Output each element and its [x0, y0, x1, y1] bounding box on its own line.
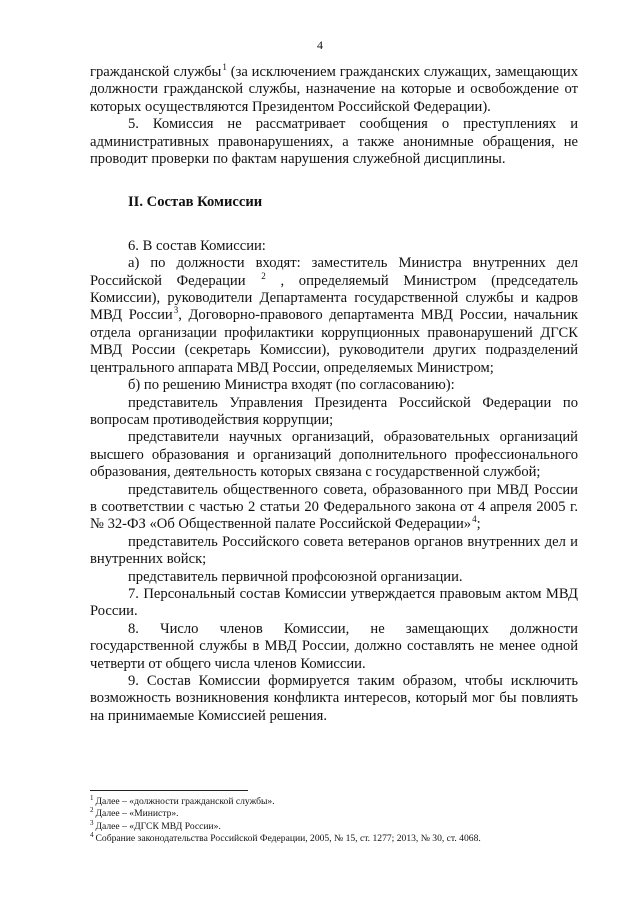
- footnote-ref-3: 3: [173, 305, 179, 316]
- footnote-divider: [90, 790, 248, 791]
- document-body: [90, 64, 578, 725]
- paragraph-4-continuation: [90, 64, 578, 116]
- footnote-text: Далее – «должности гражданской службы».: [95, 796, 275, 807]
- footnote-number: 2: [90, 806, 94, 815]
- paragraph-text: гражданской службы: [90, 64, 222, 80]
- paragraph-text: ;: [476, 516, 481, 533]
- footnote-item: [90, 808, 590, 820]
- paragraph-8: 8. Число членов Комиссии, не замещающих должности государственной службы в МВД России, должно составлять не менее одной четверти от общего числа членов Комиссии.: [90, 620, 578, 672]
- footnote-ref-1: 1: [222, 62, 227, 72]
- paragraph-6b-item-1: представитель Управления Президента Российской Федерации по вопросам противодействия коррупции;: [90, 394, 578, 428]
- paragraph-text: , определяемый Министром (председатель Комиссии), руководители Департамента государственной службы и кадров МВД России: [90, 272, 579, 324]
- footnote-ref-4: 4: [472, 514, 477, 525]
- paragraph-6b-item-3: [90, 482, 578, 534]
- paragraph-6b-item-4: представитель Российского совета ветеранов органов внутренних дел и внутренних войск;: [90, 533, 578, 568]
- page-number: 4: [317, 38, 323, 52]
- footnote-number: 1: [90, 794, 94, 802]
- footnote-item: [90, 818, 590, 833]
- footnote-text: Далее – «Министр».: [95, 808, 179, 820]
- paragraph-6a: [90, 255, 578, 377]
- paragraph-text: , Договорно-правового департамента МВД России, начальник отдела организации профилактики коррупционных правонарушений ДГСК МВД России (секретарь Комиссии), руководители других подразделений центрального аппарата МВД России, определяемых Министром;: [90, 307, 578, 376]
- footnote-text: Далее – «ДГСК МВД России».: [95, 820, 221, 832]
- paragraph-6b: б) по решению Министра входят (по согласованию):: [128, 377, 455, 394]
- footnote-item: [90, 796, 590, 808]
- paragraph-6: 6. В состав Комиссии:: [128, 237, 266, 254]
- footnote-item: [90, 833, 590, 845]
- section-heading: II. Состав Комиссии: [128, 194, 263, 211]
- footnote-number: 4: [90, 831, 94, 840]
- paragraph-text: (за исключением гражданских служащих, замещающих должности гражданской службы, назначение на которые и освобождение от которых осуществляются Президентом Российской Федерации).: [90, 64, 578, 115]
- footnote-number: 3: [90, 818, 94, 827]
- footnote-ref-2: 2: [261, 270, 266, 281]
- paragraph-6b-item-2: представители научных организаций, образовательных организаций высшего образования и организаций дополнительного профессионального образования, деятельность которых связана с государственной службой;: [90, 429, 578, 481]
- paragraph-6b-item-5: представитель первичной профсоюзной организации.: [128, 568, 463, 585]
- footnotes: [90, 796, 590, 846]
- paragraph-7: 7. Персональный состав Комиссии утверждается правовым актом МВД России.: [90, 585, 578, 620]
- paragraph-text: представитель общественного совета, образованного при МВД России в соответствии с частью 2 статьи 20 Федерального закона от 4 апреля 2005 г. № 32-ФЗ «Об Общественной палате Российской Федерации»: [90, 481, 578, 533]
- footnote-text: Собрание законодательства Российской Федерации, 2005, № 15, ст. 1277; 2013, № 30, ст. 4068.: [95, 833, 481, 845]
- paragraph-5: 5. Комиссия не рассматривает сообщения о преступлениях и административных правонарушениях, а также анонимные обращения, не проводит проверки по фактам нарушения служебной дисциплины.: [90, 116, 578, 168]
- paragraph-9: 9. Состав Комиссии формируется таким образом, чтобы исключить возможность возникновения конфликта интересов, который мог бы повлиять на принимаемые Комиссией решения.: [90, 673, 578, 724]
- paragraph-text: а) по должности входят: заместитель Министра внутренних дел Российской Федерации: [90, 255, 578, 289]
